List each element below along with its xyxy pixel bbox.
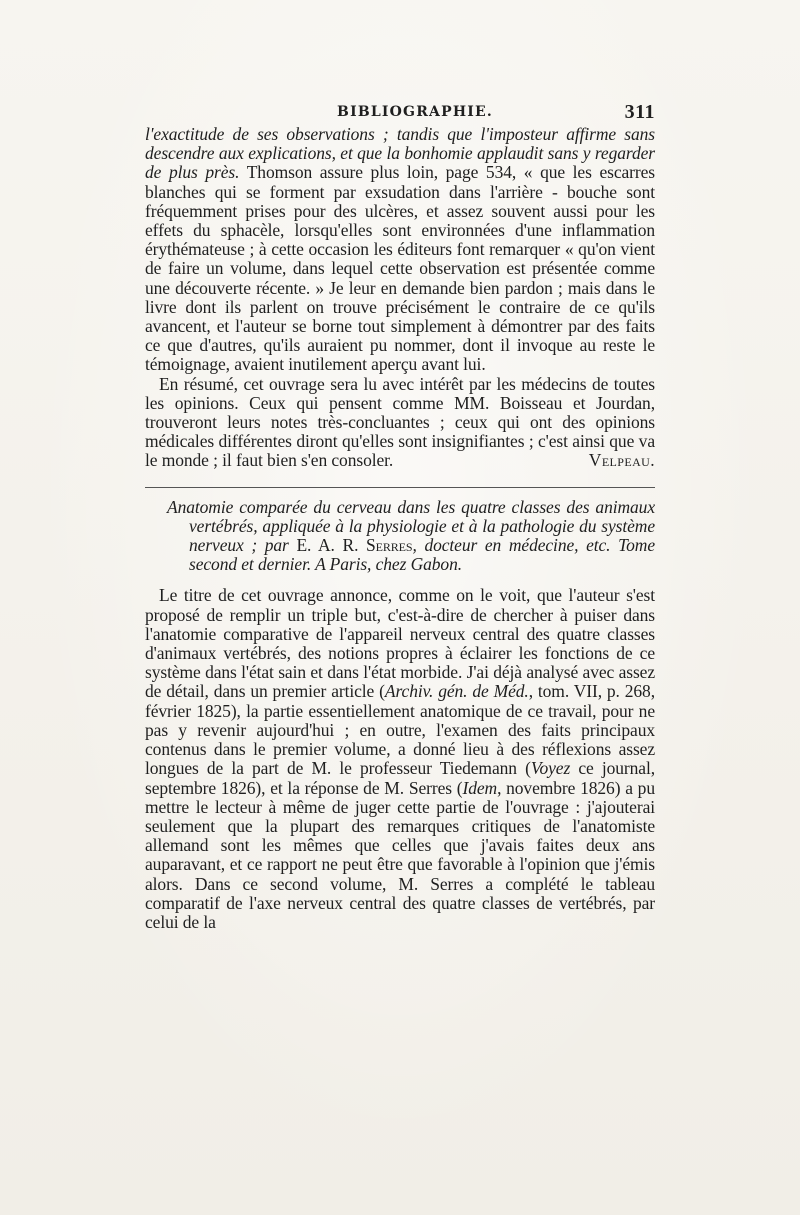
page-text: [145, 125, 655, 932]
review-2-body-part-2: , tom. VII, p. 268, février 1825), la partie essentiellement anatomique de ce travail, pour ne pas y revenir aujourd'hui ; en outre, l'examen des faits principaux contenus dans le premier volume, a donné lieu à des réflexions assez longues de la part de M. le professeur Tiedemann (: [145, 681, 655, 779]
section-divider: [145, 487, 655, 488]
review-1-italic-opening: l'exactitude de ses observations ; tandis que l'imposteur affirme sans descendre aux explications, et que la bonhomie applaudit sans y regarder de plus près.: [145, 124, 655, 183]
running-title: BIBLIOGRAPHIE.: [337, 104, 493, 120]
review-2-publication-info: , docteur en médecine, etc. Tome second et dernier. A Paris, chez Gabon.: [189, 535, 656, 575]
review-2-body-part-4: , novembre 1826) a pu mettre le lecteur à même de juger cette partie de l'ouvrage : j'ajouterai seulement que la plupart des remarques critiques de l'anatomiste allemand sont les mêmes que celles que j'avais faites deux ans auparavant, et ce rapport ne peut être que favorable à l'opinion que j'émis alors. Dans ce second volume, M. Serres a complété le tableau comparatif de l'axe nerveux central des quatre classes de vertébrés, par celui de la: [145, 777, 655, 932]
reviewer-signature: Velpeau.: [588, 450, 655, 471]
review-2-heading: [167, 498, 655, 575]
review-1-conclusion: En résumé, cet ouvrage sera lu avec intérêt par les médecins de toutes les opinions. Ceux qui pensent comme MM. Boisseau et Jourdan, trouveront leurs notes très-concluantes ; ceux qui ont des opinions médicales différentes diront qu'elles sont insignifiantes ; c'est ainsi que va le monde ; il faut bien s'en consoler.: [145, 373, 655, 471]
review-2-body-part-3: ce journal, septembre 1826), et la réponse de M. Serres (: [145, 758, 655, 798]
running-head: [145, 98, 655, 126]
review-2-reference-voyez: Voyez: [530, 758, 571, 779]
review-1-paragraph-1: [145, 125, 655, 375]
page-number: 311: [624, 100, 655, 123]
review-1-paragraph-2: [145, 375, 655, 471]
review-2-body: [145, 586, 655, 932]
review-2-reference-archives: Archiv. gén. de Méd.: [384, 681, 529, 702]
review-2-reference-idem: Idem: [462, 777, 498, 798]
review-1-body-text: Thomson assure plus loin, page 534, « que les escarres blanches qui se forment par exsudation dans l'arrière - bouche sont fréquemment prises pour des ulcères, et assez souvent aussi pour les effets du sphacèle, lorsqu'elles sont environnées d'une inflammation érythémateuse ; à cette occasion les éditeurs font remarquer « qu'on vient de faire un volume, dans lequel cette observation est présentée comme une découverte récente. » Je leur en demande bien pardon ; mais dans le livre dont ils parlent on trouve précisément le contraire de ce qu'ils avancent, et l'auteur se borne tout simplement à démontrer par des faits ce que d'autres, qu'ils auraient pu nommer, dont il invoque au reste le témoignage, avaient inutilement aperçu avant lui.: [145, 162, 655, 375]
review-2-body-part-1: Le titre de cet ouvrage annonce, comme on le voit, que l'auteur s'est proposé de remplir un triple but, c'est-à-dire de chercher à puiser dans l'anatomie comparative de l'appareil nerveux central des quatre classes d'animaux vertébrés, des notions propres à éclairer les fonctions de ce système dans l'état sain et dans l'état morbide. J'ai déjà analysé avec assez de détail, dans un premier article (: [145, 585, 655, 702]
review-2-title: Anatomie comparée du cerveau dans les quatre classes des animaux vertébrés, appliquée à la physiologie et à la pathologie du système nerveux ; par: [167, 496, 655, 556]
review-2-author: E. A. R. Serres: [296, 535, 413, 556]
